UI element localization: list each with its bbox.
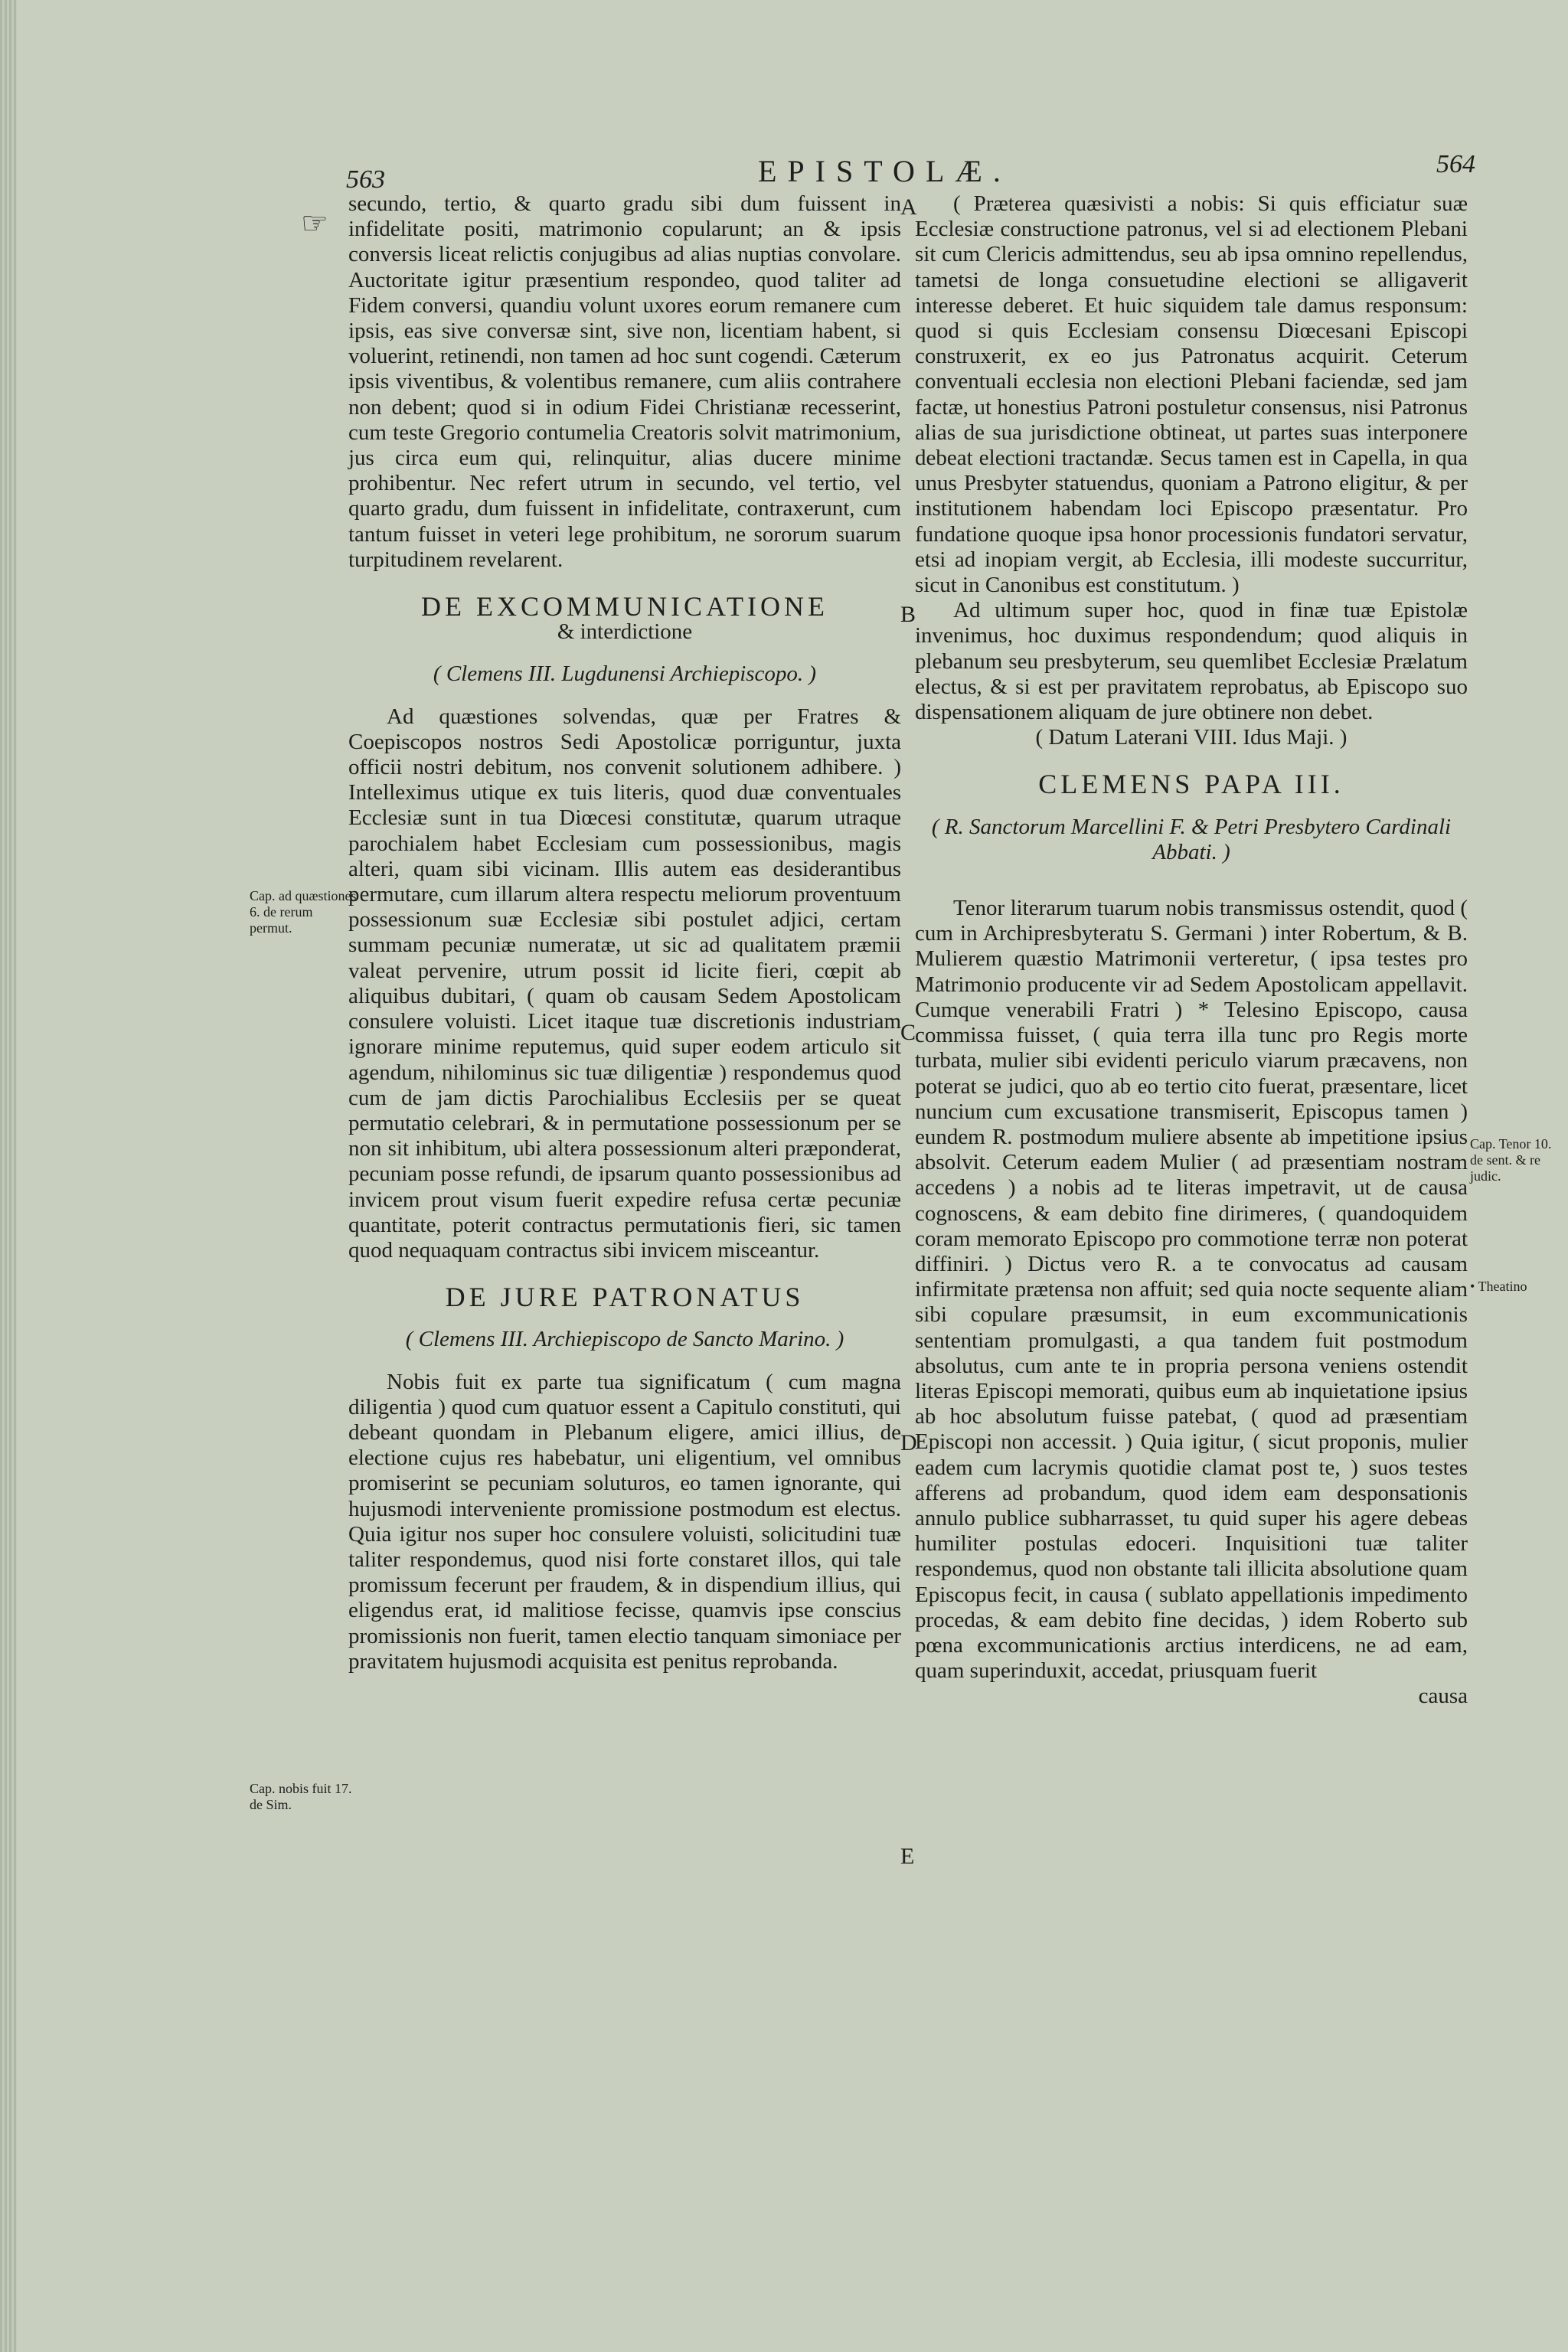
letter-address: ( Clemens III. Archiepiscopo de Sancto Marino. ) bbox=[405, 1327, 844, 1352]
letter-address: ( Clemens III. Lugdunensi Archiepiscopo. ) bbox=[433, 662, 817, 687]
paragraph: secundo, tertio, & quarto gradu sibi dum fuissent in infidelitate positi, matrimonio copularunt; an & ipsis conversis liceat relictis conjugibus ad alias nuptias convolare. Auctoritate igitur præsentium respondeo, quod taliter ad Fidem conversi, quandiu volunt uxores eorum remanere cum ipsis, eas sive conversæ sint, sive non, licentiam habent, si voluerint, retinendi, non tamen ad hoc sunt cogendi. Cæterum ipsis viventibus, & volentibus remanere, cum aliis contrahere non debent; quod si in odium Fidei Christianæ recesserint, cum teste Gregorio contumelia Creatoris solvit matrimonium, jus circa eum qui, relinquitur, alias ducere minime prohibentur. Nec refert utrum in secundo, vel tertio, vel quarto gradu, dum fuissent in infidelitate, contraxerunt, cum tantum fuisset in veteri lege prohibitum, ne sororum suarum turpitudinem revelarent. bbox=[348, 191, 901, 572]
left-column bbox=[348, 191, 901, 1674]
paragraph: Tenor literarum tuarum nobis transmissus ostendit, quod ( cum in Archipresbyteratu S. Germani ) inter Robertum, & B. Mulierem quæstio Matrimonii verteretur, ( ipsa testes pro Matrimonio producente vir ad Sedem Apostolicam appellavit. Cumque venerabili Fratri ) * Telesino Episcopo, causa commissa fuisset, ( quia terra illa tunc pro Regis morte turbata, mulier sibi evidenti periculo viarum præcavens, non poterat se judici, quo ab eo tertio cito fuerat, præsentare, licet nuncium cum excusatione transmiserit, Episcopus tamen ) eundem R. postmodum muliere absente ab impetitione ipsius absolvit. Ceterum eadem Mulier ( ad præsentiam nostram accedens ) a nobis ad te literas impetravit, ut de causa cognoscens, & eam debito fine dirimeres, ( quandoquidem coram memorato Episcopo pro commotione terræ non poterat diffiniri. ) Dictus vero R. a te convocatus ad causam infirmitate prætensa non affuit; sed quia nocte sequente aliam sibi copulare præsumsit, in eum excommunicationis sententiam promulgasti, a qua tandem fuit postmodum absolutus, cum ante te in propria persona veniens ostendit literas Episcopi memorati, quibus eum ab inquietatione ipsius ab hoc absolutum fuisse patebat, ( quod ad præsentiam Episcopi non accessit. ) Quia igitur, ( sicut proponis, mulier eadem cum lacrymis quotidie clamat post te, ) suos testes afferens ad probandum, quod idem eam desponsationis annulo publice subharrasset, tu quid super his agere debeas humiliter postulas edoceri. Inquisitioni tuæ taliter respondemus, quod non obstante tali illicita absolutione quam Episcopus fecit, in causa ( sublato appellationis impedimento procedas, & eam debito fine decidas, ) idem Roberto sub pœna excommunicationis arctius interdicens, ne ad eam, quam superinduxit, accedat, priusquam fuerit bbox=[915, 896, 1468, 1684]
margin-note: Cap. nobis fuit 17. de Sim. bbox=[250, 1781, 352, 1812]
section-letter: B bbox=[900, 602, 916, 627]
section-letter: A bbox=[900, 194, 917, 220]
section-letter: D bbox=[900, 1430, 917, 1455]
right-column bbox=[915, 191, 1468, 1710]
paragraph: Ad ultimum super hoc, quod in finæ tuæ Epistolæ invenimus, hoc duximus respondendum; quod aliquis in plebanum seu presbyterum, seu quemlibet Ecclesiæ Prælatum electus, & si est per pravitatem reprobatus, ab Episcopo suo dispensationem aliquam de jure obtinere non debet. bbox=[915, 598, 1468, 725]
section-subheading: & interdictione bbox=[557, 619, 693, 645]
paragraph: Nobis fuit ex parte tua significatum ( cum magna diligentia ) quod cum quatuor essent a Capitulo constituti, qui debeant quondam in Plebanum eligere, amici illius, de electione cujus res habebatur, uni eligentium, vel omnibus promiserint se pecuniam soluturos, eo tamen ignorante, qui hujusmodi interveniente promissione postmodum est electus. Quia igitur nos super hoc consulere voluisti, solicitudini tuæ taliter respondemus, quod nisi forte constaret illos, qui tale promissum fecerunt per fraudem, & in dispendium illius, qui eligendus erat, id malitiose fecisse, quamvis ipse conscius promissionis non fuerit, tamen electio tanquam simoniace per pravitatem hujusmodi acquisita est penitus reprobanda. bbox=[348, 1369, 901, 1674]
section-letter: E bbox=[900, 1844, 915, 1869]
catchword: causa bbox=[1418, 1684, 1468, 1709]
section-heading: CLEMENS PAPA III. bbox=[1038, 769, 1344, 800]
letter-address: ( R. Sanctorum Marcellini F. & Petri Presbytero Cardinali Abbati. ) bbox=[931, 814, 1452, 864]
page-number-left: 563 bbox=[346, 165, 385, 194]
page-edge bbox=[0, 0, 17, 2352]
running-title: EPISTOLÆ. bbox=[758, 154, 1011, 188]
margin-note: Cap. ad quæstiones 6. de rerum permut. bbox=[250, 888, 357, 936]
section-letter: C bbox=[900, 1020, 916, 1045]
letter-date: ( Datum Laterani VIII. Idus Maji. ) bbox=[1035, 725, 1348, 750]
pointing-hand-icon: ☞ bbox=[301, 206, 328, 240]
paragraph: ( Præterea quæsivisti a nobis: Si quis efficiatur suæ Ecclesiæ constructione patronus, vel si ad electionem Plebani sit cum Clericis admittendus, seu ab ipsa omnino repellendus, tametsi de longa consuetudine electioni se alligaverit interesse deberet. Et huic siquidem tale damus responsum: quod si quis Ecclesiam consensu Diœcesani Episcopi construxerit, ex eo jus Patronatus acquirit. Ceterum conventuali ecclesia non electioni Plebani faciendæ, sed jam factæ, ut honestius Patroni postuletur consensus, nisi Patronus alias de sua jurisdictione obtineat, ut partes suas interponere debeat electioni tractandæ. Secus tamen est in Capella, in qua unus Presbyter statuendus, quoniam a Patrono eligitur, & per institutionem habendam loci Episcopo præsentatur. Pro fundatione quoque ipsa honor processionis fundatori servatur, etsi ad inopiam vergit, ab Ecclesia, illi modeste succurritur, sicut in Canonibus est constitutum. ) bbox=[915, 191, 1468, 598]
page-header bbox=[0, 150, 1568, 196]
section-heading: DE EXCOMMUNICATIONE bbox=[421, 591, 828, 622]
paragraph: Ad quæstiones solvendas, quæ per Fratres & Coepiscopos nostros Sedi Apostolicæ porriguntur, juxta officii nostri debitum, nos convenit solutionem adhibere. ) Intelleximus utique ex tuis literis, quod duæ conventuales Ecclesiæ sunt in tua Diœcesi constitutæ, quarum utraque parochialem habet Ecclesiam cum possessionibus, magis alteri, quam sibi vicinam. Illis autem eas desiderantibus permutare, cum illarum altera respectu meliorum proventuum possessionum suæ Ecclesiæ sibi postulet adjici, certam summam pecuniæ numeratæ, ut sic ad qualitatem præmii valeat pervenire, utrum possit id licite fieri, cœpit ab aliquibus dubitari, ( quam ob causam Sedem Apostolicam consulere voluisti. Licet itaque tuæ discretionis industriam ignorare minime reputemus, quid super eodem articulo sit agendum, nihilominus sic tuæ diligentiæ ) respondemus quod cum de jam dictis Parochialibus Ecclesiis per se queat permutatio celebrari, & in permutatione possessionum per se non sit inhibitum, ubi altera possessionum alteri præponderat, pecuniam posse refundi, de ipsarum quanto possessionibus ad invicem prout visum fuerit expedire refusa certæ pecuniæ quantitate, poterit contractus permutationis fieri, sic tamen quod nequaquam contractus sibi invicem misceantur. bbox=[348, 704, 901, 1263]
page-number-right: 564 bbox=[1436, 150, 1475, 178]
section-heading: DE JURE PATRONATUS bbox=[445, 1282, 805, 1313]
margin-note: • Theatino bbox=[1470, 1279, 1527, 1294]
margin-note: Cap. Tenor 10. de sent. & re judic. bbox=[1470, 1136, 1552, 1184]
